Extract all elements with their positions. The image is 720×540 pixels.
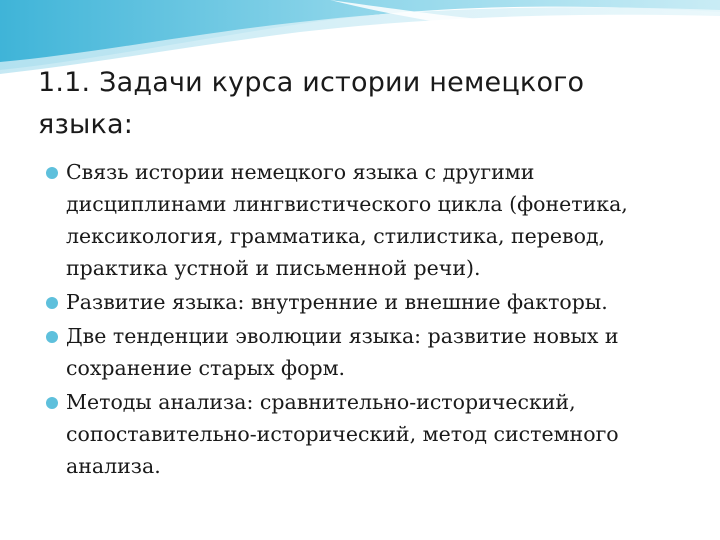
circle-bullet-icon	[46, 297, 58, 309]
bullet-text: Развитие языка: внутренние и внешние факторы.	[66, 290, 608, 314]
slide-title: 1.1. Задачи курса истории немецкого языка:	[38, 67, 585, 140]
bullet-text: Связь истории немецкого языка с другими дисциплинами лингвистического цикла (фонетика, лексикология, грамматика, стилистика, перевод, практика устной и письменной речи).	[66, 160, 628, 280]
circle-bullet-icon	[46, 167, 58, 179]
bullet-list	[44, 156, 694, 484]
bullet-item	[44, 320, 694, 384]
bullet-text: Две тенденции эволюции языка: развитие новых и сохранение старых форм.	[66, 324, 619, 380]
circle-bullet-icon	[46, 331, 58, 343]
bullet-item	[44, 386, 694, 482]
bullet-item	[44, 286, 694, 318]
bullet-item	[44, 156, 694, 284]
circle-bullet-icon	[46, 397, 58, 409]
bullet-text: Методы анализа: сравнительно-исторический, сопоставительно-исторический, метод системного анализа.	[66, 390, 619, 478]
